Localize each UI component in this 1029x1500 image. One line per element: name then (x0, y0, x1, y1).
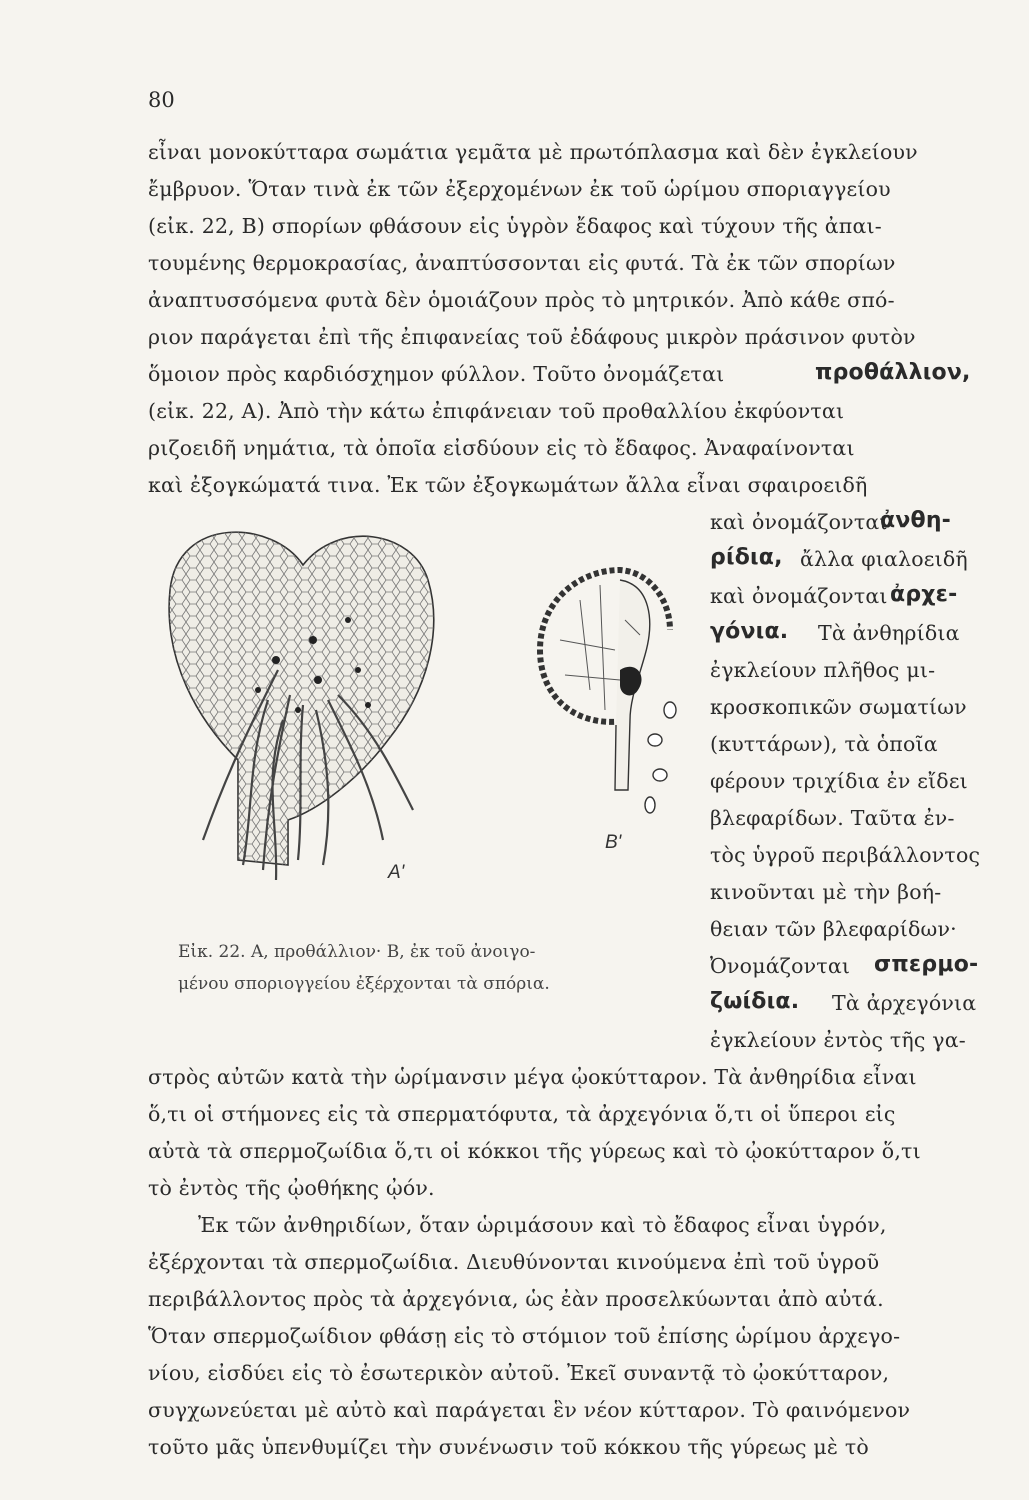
figure-caption: μένου σποριογγείου ἐξέρχονται τὰ σπόρια. (178, 974, 550, 994)
text-line: νίου, εἰσδύει εἰς τὸ ἐσωτερικὸν αὐτοῦ. Ἐκεῖ συναντᾷ τὸ ᾠοκύτταρον, (148, 1361, 890, 1385)
page-number: 80 (148, 88, 175, 112)
text-line: καὶ ἐξογκώματά τινα. Ἐκ τῶν ἐξογκωμάτων ἄλλα εἶναι σφαιροειδῆ (148, 473, 868, 497)
text-line: ἐγκλείουν ἐντὸς τῆς γα- (710, 1028, 966, 1052)
term-spermatozoa: ζωίδια. (710, 989, 800, 1014)
term-antheridia: ρίδια, (710, 545, 783, 570)
text-line: τὸς ὑγροῦ περιβάλλοντος (710, 843, 981, 867)
text-line: Ὅταν σπερμοζωίδιον φθάσῃ εἰς τὸ στόμιον τοῦ ἐπίσης ὡρίμου ἀρχεγο- (148, 1324, 901, 1348)
text-line: καὶ ὀνομάζονται (710, 510, 888, 534)
figure-label-a: A' (388, 862, 405, 883)
text-line: θειαν τῶν βλεφαρίδων· (710, 917, 957, 941)
text-line: τοῦτο μᾶς ὑπενθυμίζει τὴν συνένωσιν τοῦ κόκκου τῆς γύρεως μὲ τὸ (148, 1435, 869, 1459)
text-line: ὅ,τι οἱ στήμονες εἰς τὰ σπερματόφυτα, τὰ ἀρχεγόνια ὅ,τι οἱ ὕπεροι εἰς (148, 1102, 896, 1126)
text-line: καὶ ὀνομάζονται (710, 584, 888, 608)
text-line: βλεφαρίδων. Ταῦτα ἐν- (710, 806, 955, 830)
text-line: κροσκοπικῶν σωματίων (710, 695, 967, 719)
text-line: τουμένης θερμοκρασίας, ἀναπτύσσονται εἰς φυτά. Τὰ ἐκ τῶν σπορίων (148, 251, 896, 275)
text-line: (εἰκ. 22, A). Ἀπὸ τὴν κάτω ἐπιφάνειαν τοῦ προθαλλίου ἐκφύονται (148, 399, 845, 423)
term-archegonia: ἀρχε- (890, 582, 958, 607)
text-line: στρὸς αὐτῶν κατὰ τὴν ὡρίμανσιν μέγα ᾠοκύτταρον. Τὰ ἀνθηρίδια εἶναι (148, 1065, 917, 1089)
term-archegonia: γόνια. (710, 619, 789, 644)
term-antheridia: ἀνθη- (880, 508, 952, 533)
text-line: ἄλλα φιαλοειδῆ (800, 547, 968, 571)
text-line: ὅμοιον πρὸς καρδιόσχημον φύλλον. Τοῦτο ὀνομάζεται (148, 362, 725, 386)
text-line: Ὀνομάζονται (710, 954, 851, 978)
text-line: κινοῦνται μὲ τὴν βοή- (710, 880, 942, 904)
term-prothallion: προθάλλιον, (815, 360, 971, 385)
text-line: περιβάλλοντος πρὸς τὰ ἀρχεγόνια, ὡς ἐὰν προσελκύωνται ἀπὸ αὐτά. (148, 1287, 884, 1311)
text-line: Τὰ ἀρχεγόνια (832, 991, 977, 1015)
text-line: αὐτὰ τὰ σπερμοζωίδια ὅ,τι οἱ κόκκοι τῆς γύρεως καὶ τὸ ᾠοκύτταρον ὅ,τι (148, 1139, 921, 1163)
figure-label-b: B' (605, 832, 622, 853)
text-line: ἔμβρυον. Ὅταν τινὰ ἐκ τῶν ἐξερχομένων ἐκ τοῦ ὡρίμου σποριαγγείου (148, 177, 891, 201)
text-line: εἶναι μονοκύτταρα σωμάτια γεμᾶτα μὲ πρωτόπλασμα καὶ δὲν ἐγκλείουν (148, 140, 918, 164)
text-line: ἐξέρχονται τὰ σπερμοζωίδια. Διευθύνονται κινούμενα ἐπὶ τοῦ ὑγροῦ (148, 1250, 880, 1274)
text-line: (κυττάρων), τὰ ὁποῖα (710, 732, 938, 756)
text-line: ριζοειδῆ νημάτια, τὰ ὁποῖα εἰσδύουν εἰς τὸ ἔδαφος. Ἀναφαίνονται (148, 436, 855, 460)
text-line: ἀναπτυσσόμενα φυτὰ δὲν ὁμοιάζουν πρὸς τὸ μητρικόν. Ἀπὸ κάθε σπό- (148, 288, 895, 312)
text-line: (εἰκ. 22, B) σπορίων φθάσουν εἰς ὑγρὸν ἔδαφος καὶ τύχουν τῆς ἀπαι- (148, 214, 882, 238)
prothallium-illustration (158, 520, 448, 890)
text-line: ἐγκλείουν πλῆθος μι- (710, 658, 936, 682)
figure-caption: Εἰκ. 22. A, προθάλλιον· B, ἐκ τοῦ ἀνοιγο- (178, 942, 536, 962)
sporangium-illustration (520, 560, 690, 840)
term-spermatozoa: σπερμο- (874, 952, 979, 977)
text-line: τὸ ἐντὸς τῆς ᾠοθήκης ᾠόν. (148, 1176, 435, 1200)
text-line: ριον παράγεται ἐπὶ τῆς ἐπιφανείας τοῦ ἐδάφους μικρὸν πράσινον φυτὸν (148, 325, 916, 349)
text-line: συγχωνεύεται μὲ αὐτὸ καὶ παράγεται ἓν νέον κύτταρον. Τὸ φαινόμενον (148, 1398, 911, 1422)
text-line: Τὰ ἀνθηρίδια (818, 621, 960, 645)
text-line: φέρουν τριχίδια ἐν εἴδει (710, 769, 968, 793)
text-line: Ἐκ τῶν ἀνθηριδίων, ὅταν ὡριμάσουν καὶ τὸ ἔδαφος εἶναι ὑγρόν, (198, 1213, 887, 1237)
